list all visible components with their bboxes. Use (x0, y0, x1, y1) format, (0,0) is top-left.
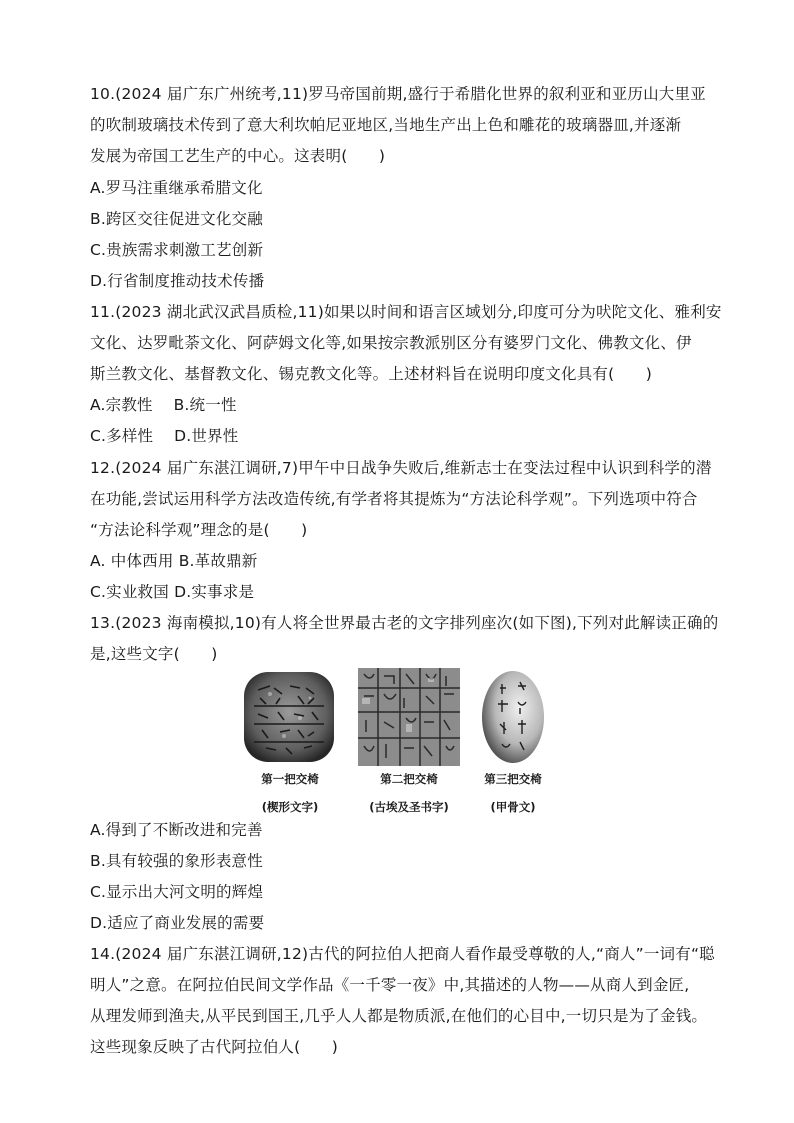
q11-stem-line2: 文化、达罗毗荼文化、阿萨姆文化等,如果按宗教派别区分有婆罗门文化、佛教文化、伊 (90, 334, 692, 352)
q10-option-c: C.贵族需求刺激工艺创新 (90, 241, 264, 259)
q10-option-b: B.跨区交往促进文化交融 (90, 210, 263, 228)
figure-2-title: 第二把交椅 (380, 772, 438, 786)
q14-stem-line3: 从理发师到渔夫,从平民到国王,几乎人人都是物质派,在他们的心目中,一切只是为了金钱。 (90, 1007, 708, 1025)
q14-stem-line1: 14.(2024 届广东湛江调研,12)古代的阿拉伯人把商人看作最受尊敬的人,“商人”一词有“聪 (90, 945, 715, 963)
figure-3-title: 第三把交椅 (484, 772, 542, 786)
q12-options-row1: A. 中体西用 B.革故鼎新 (90, 552, 258, 570)
q10-stem-line3: 发展为帝国工艺生产的中心。这表明( ) (90, 147, 386, 165)
q10-stem-line1: 10.(2024 届广东广州统考,11)罗马帝国前期,盛行于希腊化世界的叙利亚和亚历山大里亚 (90, 85, 706, 103)
q13-option-d: D.适应了商业发展的需要 (90, 914, 265, 932)
q12-stem-line3: “方法论科学观”理念的是( ) (90, 521, 308, 539)
figure-1-title: 第一把交椅 (261, 772, 319, 786)
q10-stem-line2: 的吹制玻璃技术传到了意大利坎帕尼亚地区,当地生产出上色和雕花的玻璃器皿,并逐渐 (90, 116, 682, 134)
q11-stem-line3: 斯兰教文化、基督教文化、锡克教文化等。上述材料旨在说明印度文化具有( ) (90, 365, 652, 383)
oracle-bone-image (480, 668, 546, 766)
figure-2-caption: (古埃及圣书字) (369, 800, 449, 814)
writing-figures (240, 668, 560, 818)
q12-stem-line1: 12.(2024 届广东湛江调研,7)甲午中日战争失败后,维新志士在变法过程中认识到科学的潜 (90, 459, 712, 477)
q12-stem-line2: 在功能,尝试运用科学方法改造传统,有学者将其提炼为“方法论科学观”。下列选项中符合 (90, 490, 698, 508)
q14-stem-line4: 这些现象反映了古代阿拉伯人( ) (90, 1038, 338, 1056)
figure-3-caption: (甲骨文) (490, 800, 536, 814)
q12-options-row2: C.实业救国 D.实事求是 (90, 583, 255, 601)
q11-stem-line1: 11.(2023 湖北武汉武昌质检,11)如果以时间和语言区域划分,印度可分为吠陀文化、雅利安 (90, 303, 722, 321)
hieroglyph-panel-image (358, 668, 460, 766)
figure-1-caption: (楔形文字) (261, 800, 319, 814)
q10-option-a: A.罗马注重继承希腊文化 (90, 179, 263, 197)
q13-option-b: B.具有较强的象形表意性 (90, 852, 263, 870)
q13-option-c: C.显示出大河文明的辉煌 (90, 883, 264, 901)
q13-option-a: A.得到了不断改进和完善 (90, 821, 263, 839)
q14-stem-line2: 明人”之意。在阿拉伯民间文学作品《一千零一夜》中,其描述的人物——从商人到金匠, (90, 976, 690, 994)
q13-stem-line2: 是,这些文字( ) (90, 645, 218, 663)
q13-stem-line1: 13.(2023 海南模拟,10)有人将全世界最古老的文字排列座次(如下图),下列对此解读正确的 (90, 614, 719, 632)
cuneiform-tablet-image (240, 668, 338, 766)
q11-options-row2: C.多样性 D.世界性 (90, 427, 239, 445)
q10-option-d: D.行省制度推动技术传播 (90, 272, 265, 290)
q11-options-row1: A.宗教性 B.统一性 (90, 396, 237, 414)
